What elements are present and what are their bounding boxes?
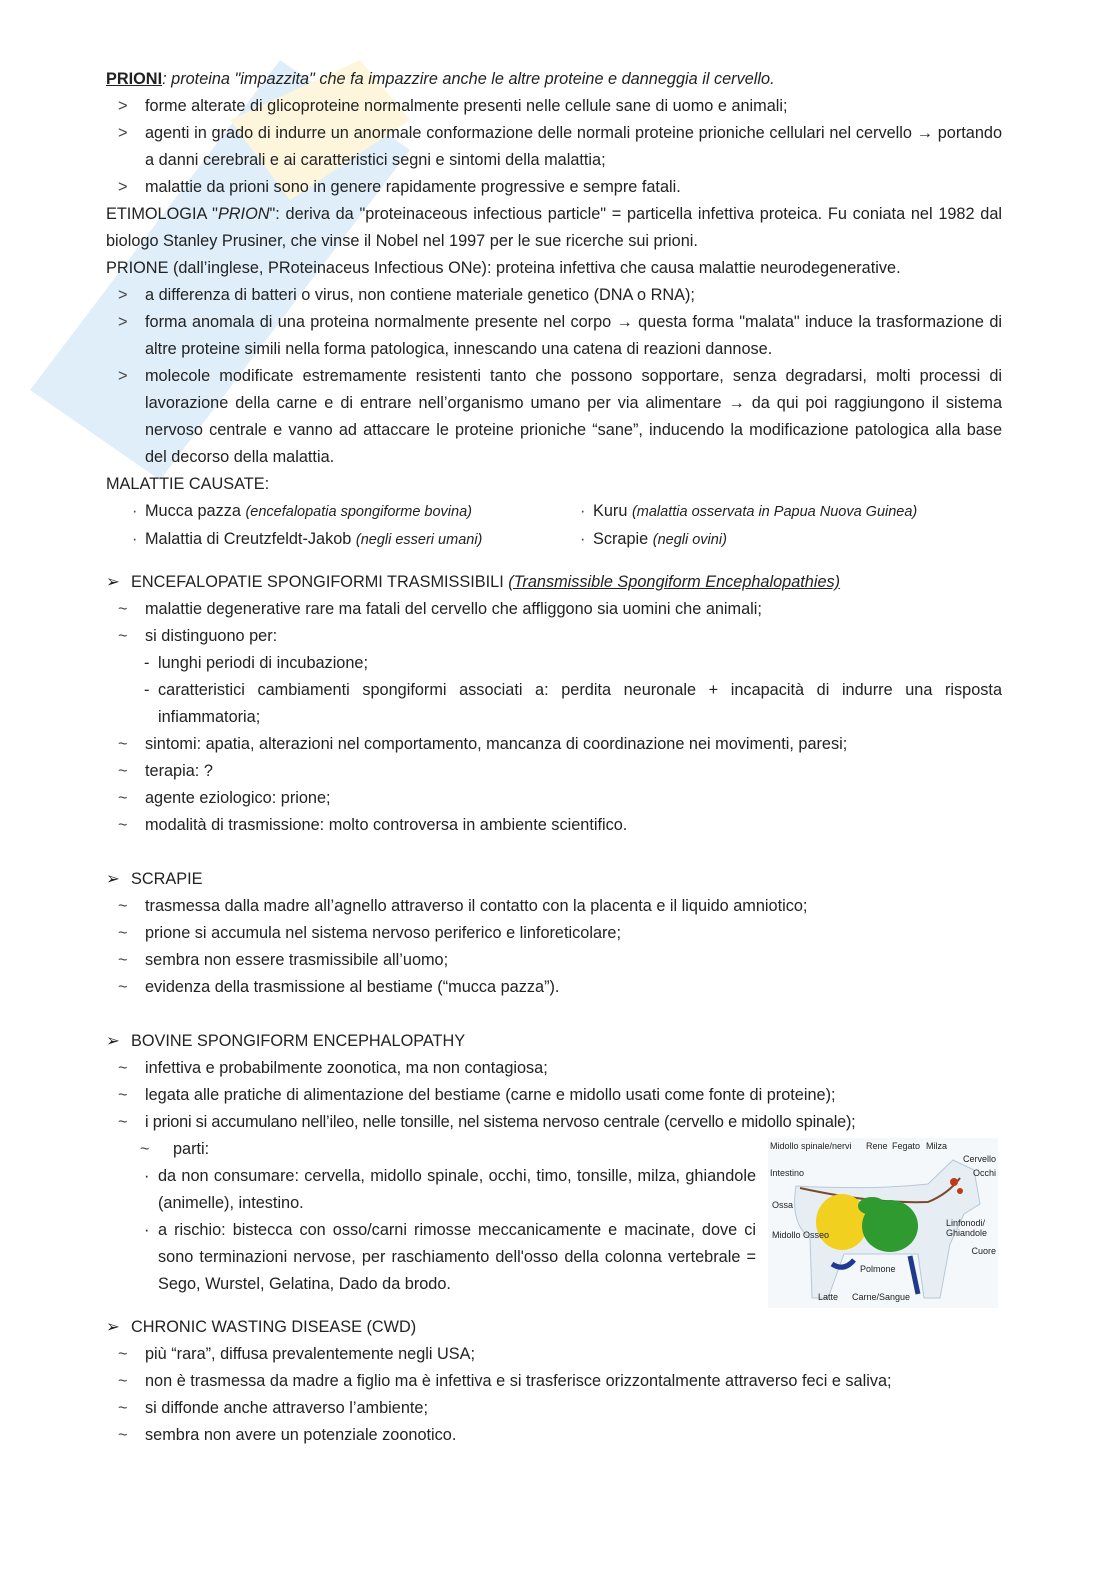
arrow-bullet-icon: ➢ [106,1032,120,1050]
list-item: > a differenza di batteri o virus, non contiene materiale genetico (DNA o RNA); [118,286,695,304]
figure-label: Fegato [892,1141,921,1151]
list-item: ~ malattie degenerative rare ma fatali del cervello che affliggono sia uomini che animali; [118,600,762,618]
list-item: ~ parti: [140,1140,210,1158]
list-item: > forma anomala di una proteina normalmente presente nel corpo → questa forma "malata" induce la trasformazione di altre proteine simili nella forma patologica, innescando una catena di reazioni dannose. [118,313,1002,358]
list-item: ~ evidenza della trasmissione al bestiame (“mucca pazza”). [118,978,560,996]
list-item: · Malattia di Creutzfeldt-Jakob (negli esseri umani) [132,530,483,548]
section-heading: ➢ SCRAPIE [106,866,1002,893]
prione-definition: PRIONE (dall’inglese, PRoteinaceus Infectious ONe): proteina infettiva che causa malattie neurodegenerative. [106,259,901,277]
figure-label: Cuore [971,1246,996,1256]
list-item: ~ modalità di trasmissione: molto controversa in ambiente scientifico. [118,816,628,834]
figure-label: Milza [926,1141,948,1151]
figure-label: Cervello [962,1154,996,1164]
list-item: > agenti in grado di indurre un anormale conformazione delle normali proteine prioniche cellulari nel cervello → portando a danni cerebrali e ai caratteristici segni e sintomi della malattia; [118,124,1002,169]
list-item: > malattie da prioni sono in genere rapidamente progressive e sempre fatali. [118,178,681,196]
list-item: - lunghi periodi di incubazione; [144,654,368,672]
list-item: · Scrapie (negli ovini) [580,530,727,548]
figure-label: Polmone [860,1264,896,1274]
etimologia: ETIMOLOGIA "PRION": deriva da "proteinaceous infectious particle" = particella infettiva proteica. Fu coniata nel 1982 dal biologo Stanley Prusiner, che vinse il Nobel nel 1997 per le sue ricerche sui prioni. [106,205,1002,250]
prioni-title: PRIONI [106,70,163,88]
bse-parti-block [106,1136,1002,1308]
figure-label: Carne/Sangue [852,1292,911,1302]
list-item: ~ sintomi: apatia, alterazioni nel comportamento, mancanza di coordinazione nei movimenti, paresi; [118,735,848,753]
section-heading: ➢ ENCEFALOPATIE SPONGIFORMI TRASMISSIBILI (Transmissible Spongiform Encephalopathies) [106,569,1002,596]
section-heading: ➢ BOVINE SPONGIFORM ENCEPHALOPATHY [106,1028,1002,1055]
arrow-bullet-icon: ➢ [106,573,120,591]
list-item: · da non consumare: cervella, midollo spinale, occhi, timo, tonsille, milza, ghiandole (animelle), intestino. [144,1167,756,1212]
list-item: ~ prione si accumula nel sistema nervoso periferico e linforeticolare; [118,924,621,942]
list-item: - caratteristici cambiamenti spongiformi associati a: perdita neuronale + incapacità di indurre una risposta infiammatoria; [144,681,1002,726]
figure-label: Intestino [770,1168,805,1178]
figure-label: Ossa [772,1200,794,1210]
arrow-bullet-icon: ➢ [106,1318,120,1336]
list-item: ~ i prioni si accumulano nell’ileo, nelle tonsille, nel sistema nervoso centrale (cervello e midollo spinale); [118,1113,856,1131]
section-heading: ➢ CHRONIC WASTING DISEASE (CWD) [106,1314,1002,1341]
list-item: · Kuru (malattia osservata in Papua Nuova Guinea) [580,502,918,520]
list-item: ~ sembra non avere un potenziale zoonotico. [118,1426,457,1444]
cow-anatomy-figure [768,1138,998,1308]
list-item: ~ legata alle pratiche di alimentazione del bestiame (carne e midollo usati come fonte di proteine); [118,1086,836,1104]
list-item: ~ agente eziologico: prione; [118,789,331,807]
list-item: ~ terapia: ? [118,762,213,780]
figure-label: Linfonodi/ Ghiandole [946,1218,988,1238]
list-item: ~ trasmessa dalla madre all’agnello attraverso il contatto con la placenta e il liquido amniotico; [118,897,808,915]
figure-label: Latte [818,1292,839,1302]
list-item: ~ si distinguono per: [118,627,278,645]
malattie-list [106,498,1002,554]
list-item: ~ infettiva e probabilmente zoonotica, ma non contagiosa; [118,1059,548,1077]
list-item: > molecole modificate estremamente resistenti tanto che possono sopportare, senza degradarsi, molti processi di lavorazione della carne e di entrare nell’organismo umano per via alimentare → da qui poi raggiungono il sistema nervoso centrale e vanno ad attaccare le proteine prioniche “sane”, inducendo la modificazione patologica alla base del decorso della malattia. [118,367,1002,466]
prioni-subtitle: : proteina "impazzita" che fa impazzire anche le altre proteine e danneggia il cervello. [162,70,775,88]
arrow-bullet-icon: ➢ [106,870,120,888]
list-item: · Mucca pazza (encefalopatia spongiforme bovina) [132,502,472,520]
figure-label: Rene [866,1141,888,1151]
figure-label: Midollo Osseo [772,1230,830,1240]
list-item: · a rischio: bistecca con osso/carni rimosse meccanicamente e macinate, dove ci sono terminazioni nervose, per raschiamento dell'osso della colonna vertebrale = Sego, Wurstel, Gelatina, Dado da brodo. [144,1221,756,1293]
list-item: ~ si diffonde anche attraverso l’ambiente; [118,1399,428,1417]
list-item: > forme alterate di glicoproteine normalmente presenti nelle cellule sane di uomo e animali; [118,97,788,115]
malattie-label: MALATTIE CAUSATE: [106,475,270,493]
list-item: ~ più “rara”, diffusa prevalentemente negli USA; [118,1345,476,1363]
list-item: ~ sembra non essere trasmissibile all’uomo; [118,951,449,969]
figure-label: Occhi [972,1168,996,1178]
document-content [106,66,1002,1449]
figure-label: Midollo spinale/nervi [770,1141,852,1151]
list-item: ~ non è trasmessa da madre a figlio ma è infettiva e si trasferisce orizzontalmente attraverso feci e saliva; [118,1372,892,1390]
